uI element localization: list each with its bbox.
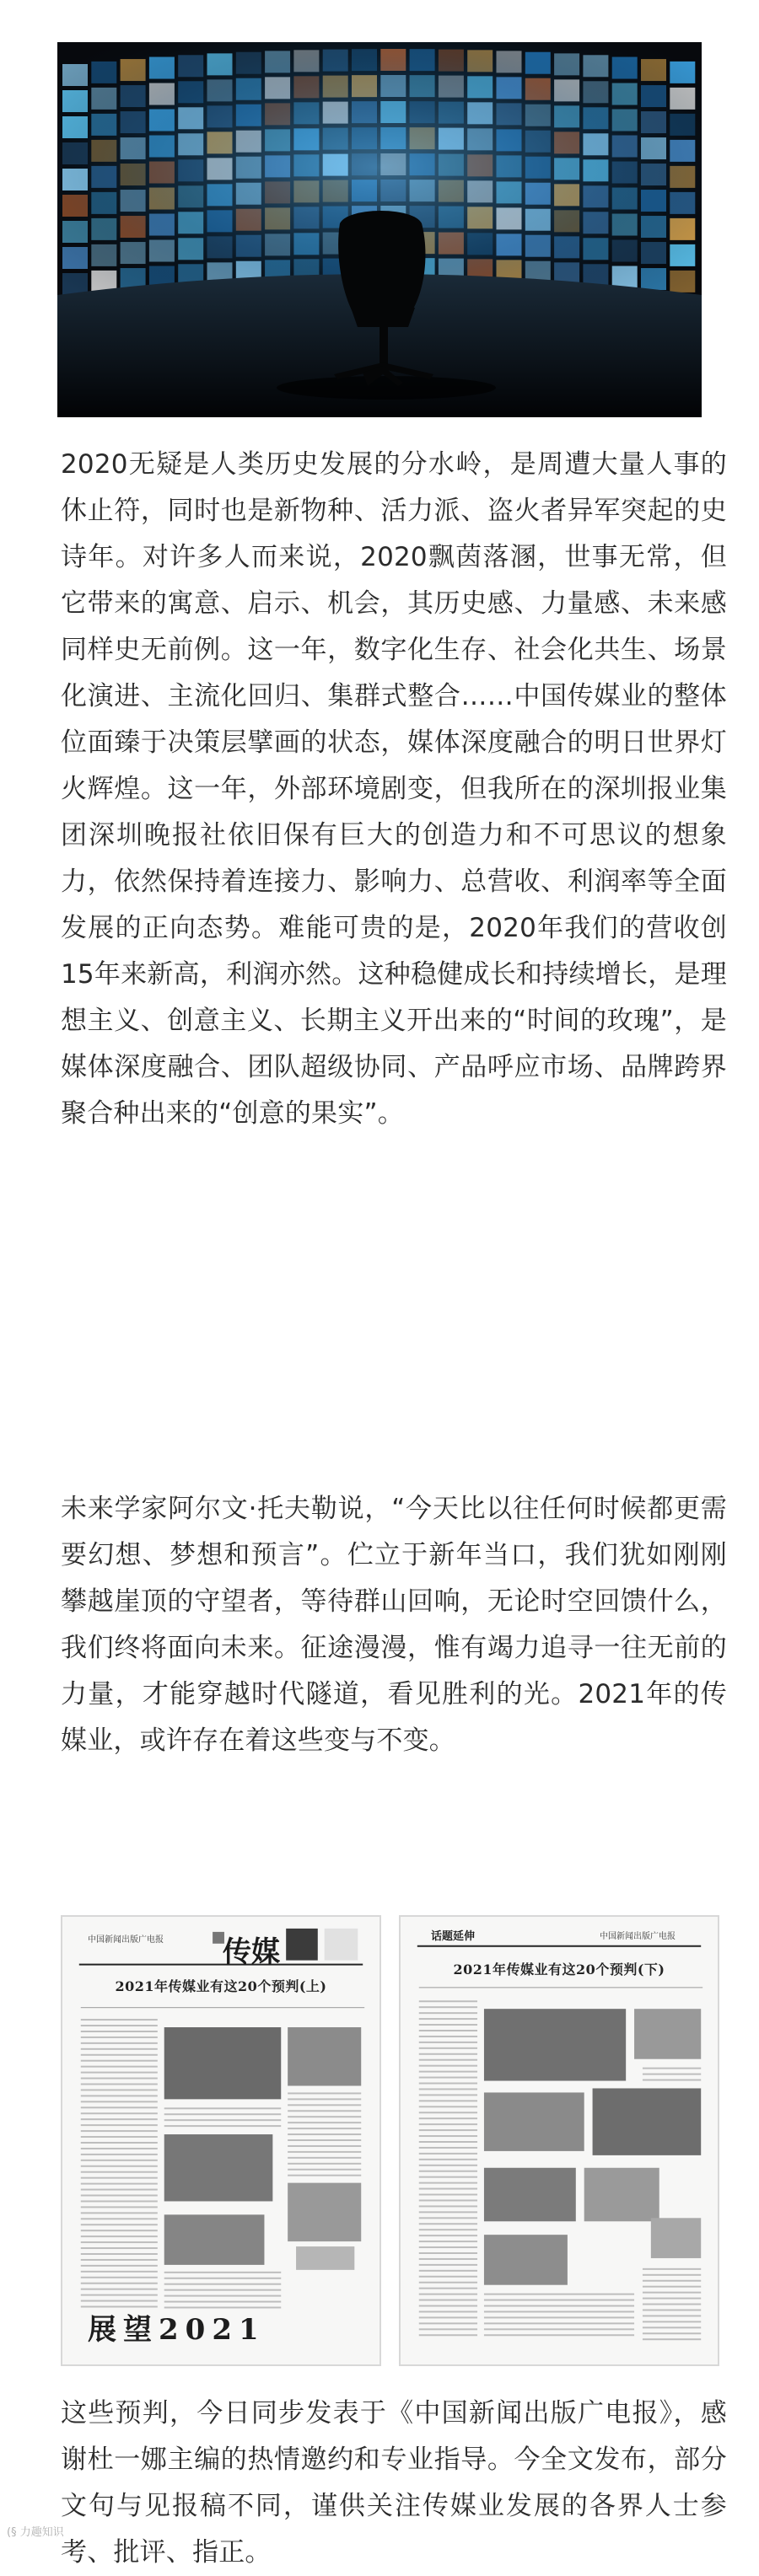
text-line — [419, 2328, 477, 2330]
text-line — [81, 2089, 158, 2090]
text-line — [419, 2024, 477, 2026]
text-line — [81, 2283, 158, 2284]
text-line — [81, 2101, 158, 2102]
newspaper-section-label: 话题延伸 — [431, 1930, 476, 1943]
newspaper-paper-name: 中国新闻出版广电报 — [88, 1935, 164, 1945]
text-line — [419, 2182, 477, 2184]
text-line — [81, 2025, 158, 2026]
text-line — [288, 2139, 361, 2141]
text-line — [288, 2110, 361, 2112]
text-line — [643, 2321, 701, 2322]
text-line — [81, 2060, 158, 2062]
text-line — [419, 2205, 477, 2207]
text-line — [81, 2265, 158, 2267]
text-line — [81, 2095, 158, 2096]
text-line — [419, 2088, 477, 2090]
text-line — [419, 2300, 477, 2301]
text-line — [484, 2328, 634, 2330]
text-line — [643, 2286, 701, 2288]
text-line — [288, 2151, 361, 2153]
text-line — [288, 2157, 361, 2159]
text-line — [81, 2241, 158, 2243]
text-line — [81, 2253, 158, 2255]
text-line — [419, 2123, 477, 2125]
text-line — [288, 2133, 361, 2135]
text-line — [419, 2059, 477, 2061]
text-line — [419, 2229, 477, 2230]
text-line — [419, 2042, 477, 2043]
text-line — [81, 2289, 158, 2290]
newspaper-paper-name: 中国新闻出版广电报 — [600, 1932, 676, 1941]
text-line — [81, 2078, 158, 2080]
text-line — [419, 2165, 477, 2166]
text-line — [643, 2304, 701, 2305]
text-line — [81, 2177, 158, 2179]
text-line — [81, 2037, 158, 2038]
text-line — [288, 2122, 361, 2123]
text-line — [81, 2165, 158, 2167]
text-line — [81, 2224, 158, 2225]
text-line — [419, 2199, 477, 2201]
text-line — [419, 2047, 477, 2049]
text-line — [164, 2113, 282, 2115]
text-line — [419, 2117, 477, 2119]
text-line — [81, 2160, 158, 2161]
text-line — [419, 2171, 477, 2172]
text-line — [419, 2030, 477, 2031]
text-line — [288, 2116, 361, 2117]
text-line — [81, 2300, 158, 2302]
text-line — [484, 2322, 634, 2324]
text-line — [419, 2065, 477, 2067]
text-line — [81, 2048, 158, 2050]
text-line — [419, 2135, 477, 2137]
text-line — [419, 2036, 477, 2037]
text-line — [164, 2295, 282, 2297]
text-line — [81, 2066, 158, 2068]
hero-image-media-wall — [57, 42, 702, 417]
text-line — [81, 2212, 158, 2214]
text-line — [81, 2195, 158, 2197]
text-line — [81, 2247, 158, 2249]
text-line — [81, 2218, 158, 2219]
text-line — [419, 2211, 477, 2213]
text-line — [288, 2128, 361, 2129]
text-line — [81, 2136, 158, 2138]
text-line — [484, 2300, 634, 2301]
text-line — [419, 2282, 477, 2284]
text-line — [419, 2322, 477, 2324]
text-line — [419, 2159, 477, 2160]
text-line — [419, 2310, 477, 2312]
newspaper-headline: 2021年传媒业有这20个预判(下) — [453, 1962, 665, 1978]
text-line — [484, 2310, 634, 2312]
text-line — [643, 2280, 701, 2282]
text-line — [164, 2278, 282, 2279]
text-line — [643, 2274, 701, 2276]
text-line — [164, 2107, 282, 2109]
text-line — [419, 2012, 477, 2014]
text-line — [288, 2104, 361, 2106]
text-line — [419, 2053, 477, 2055]
text-line — [643, 2338, 701, 2340]
text-line — [81, 2042, 158, 2044]
text-line — [419, 2217, 477, 2219]
text-line — [643, 2292, 701, 2294]
newspaper-page-right — [399, 1915, 719, 2366]
text-line — [81, 2130, 158, 2132]
text-line — [81, 2112, 158, 2114]
text-line — [419, 2153, 477, 2155]
text-line — [419, 2270, 477, 2272]
text-line — [81, 2124, 158, 2126]
text-line — [81, 2154, 158, 2155]
article-paragraph-1: 2020无疑是人类历史发展的分水岭，是周遭大量人事的休止符，同时也是新物种、活力派、盗火者异军突起的史诗年。对许多人而来说，2020飘茵落溷，世事无常，但它带来的寓意、启示、机会，其历史感、力量感、未来感同样史无前例。这一年，数字化生存、社会化共生、场景化演进、主流化回归、集群式整合……中国传媒业的整体位面臻于决策层擘画的状态，媒体深度融合的明日世界灯火辉煌。这一年，外部环境剧变，但我所在的深圳报业集团深圳晚报社依旧保有巨大的创造力和不可思议的想象力，依然保持着连接力、影响力、总营收、利润率等全面发展的正向态势。难能可贵的是，2020年我们的营收创15年来新高，利润亦然。这种稳健成长和持续增长，是理想主义、创意主义、长期主义开出来的“时间的玫瑰”，是媒体深度融合、团队超级协同、产品呼应市场、品牌跨界聚合种出来的“创意的果实”。 — [61, 449, 727, 1129]
text-line — [419, 2294, 477, 2295]
text-line — [288, 2175, 361, 2176]
text-line — [419, 2112, 477, 2113]
text-line — [419, 2083, 477, 2085]
watermark-label: (§ 力趣知识 — [7, 2526, 64, 2539]
text-line — [164, 2284, 282, 2285]
text-line — [419, 2100, 477, 2101]
text-line — [643, 2298, 701, 2300]
text-line — [419, 2223, 477, 2224]
text-line — [81, 2054, 158, 2056]
text-line — [419, 2129, 477, 2131]
text-line — [484, 2294, 634, 2295]
text-line — [419, 2094, 477, 2096]
text-line — [419, 2334, 477, 2336]
text-line — [164, 2289, 282, 2291]
text-line — [419, 2006, 477, 2008]
newspaper-thumbnail-icon — [401, 1917, 718, 2364]
text-line — [81, 2072, 158, 2074]
newspaper-page-left — [61, 1915, 381, 2366]
text-line — [484, 2334, 634, 2336]
text-line — [419, 2258, 477, 2260]
text-line — [164, 2119, 282, 2121]
text-line — [288, 2092, 361, 2094]
text-line — [81, 2019, 158, 2021]
text-line — [419, 2252, 477, 2254]
text-line — [81, 2235, 158, 2237]
article-paragraph-3: 这些预判，今日同步发表于《中国新闻出版广电报》，感谢杜一娜主编的热情邀约和专业指导。今全文发布，部分文句与见报稿不同，谨供关注传媒业发展的各界人士参考、批评、指正。 — [61, 2398, 727, 2568]
text-line — [643, 2268, 701, 2270]
text-line — [81, 2171, 158, 2173]
newspaper-footer: 展望2021 — [88, 2313, 266, 2347]
newspaper-masthead: 传媒 — [223, 1935, 280, 1969]
text-line — [164, 2272, 282, 2273]
text-line — [643, 2326, 701, 2328]
text-line — [81, 2148, 158, 2149]
text-line — [484, 2305, 634, 2307]
text-line — [419, 2071, 477, 2073]
text-line — [81, 2142, 158, 2144]
text-line — [419, 2235, 477, 2236]
text-line — [419, 2147, 477, 2149]
text-line — [643, 2080, 701, 2081]
text-line — [643, 2309, 701, 2310]
text-line — [419, 2188, 477, 2190]
text-line — [643, 2332, 701, 2334]
text-line — [164, 2301, 282, 2303]
text-line — [288, 2098, 361, 2100]
text-line — [419, 2316, 477, 2318]
text-line — [419, 2000, 477, 2002]
text-line — [419, 2018, 477, 2020]
text-line — [288, 2163, 361, 2165]
text-line — [81, 2189, 158, 2191]
article-paragraph-2: 未来学家阿尔文·托夫勒说，“今天比以往任何时候都更需要幻想、梦想和预言”。伫立于新年当口，我们犹如刚刚攀越崖顶的守望者，等待群山回响，无论时空回馈什么，我们终将面向未来。征途漫漫，惟有竭力追寻一往无前的力量，才能穿越时代隧道，看见胜利的光。2021年的传媒业，或许存在着这些变与不变。 — [61, 1494, 727, 1756]
text-line — [81, 2206, 158, 2208]
text-line — [288, 2169, 361, 2171]
text-line — [81, 2277, 158, 2278]
text-line — [484, 2316, 634, 2318]
text-line — [81, 2031, 158, 2032]
text-line — [81, 2271, 158, 2273]
text-line — [81, 2294, 158, 2296]
text-line — [419, 2176, 477, 2178]
text-line — [81, 2183, 158, 2185]
text-line — [81, 2118, 158, 2120]
text-line — [288, 2145, 361, 2147]
text-line — [81, 2259, 158, 2261]
text-line — [81, 2084, 158, 2085]
text-line — [419, 2305, 477, 2307]
text-line — [419, 2106, 477, 2107]
text-line — [81, 2106, 158, 2108]
text-line — [81, 2200, 158, 2202]
text-line — [419, 2288, 477, 2289]
text-line — [419, 2077, 477, 2079]
text-line — [419, 2241, 477, 2242]
text-line — [419, 2264, 477, 2266]
text-line — [419, 2194, 477, 2196]
newspaper-headline: 2021年传媒业有这20个预判(上) — [115, 1978, 327, 1994]
text-line — [419, 2246, 477, 2248]
text-line — [164, 2125, 282, 2127]
text-line — [419, 2276, 477, 2278]
text-line — [643, 2074, 701, 2075]
text-line — [643, 2315, 701, 2316]
media-wall-illustration — [57, 42, 702, 417]
text-line — [81, 2230, 158, 2231]
text-line — [419, 2141, 477, 2143]
text-line — [643, 2068, 701, 2069]
